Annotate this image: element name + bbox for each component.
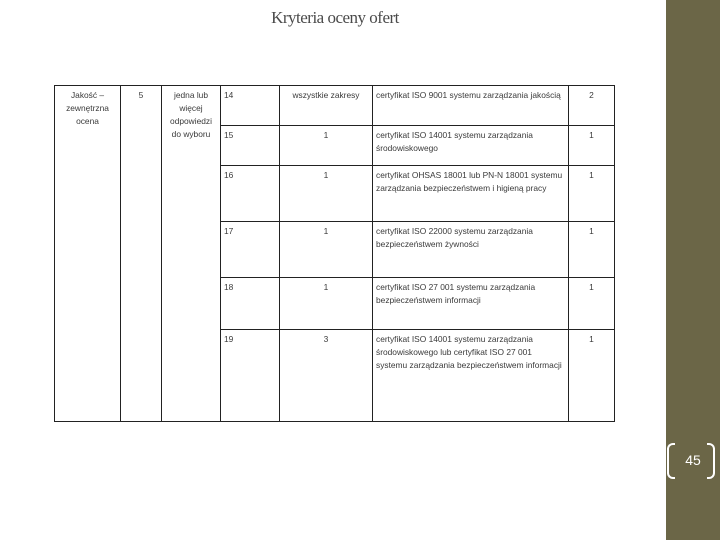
slide-title: Kryteria oceny ofert	[271, 8, 399, 27]
row-description: certyfikat ISO 22000 systemu zarządzania bezpieczeństwem żywności	[373, 222, 569, 278]
row-score: 1	[569, 278, 615, 330]
row-description: certyfikat OHSAS 18001 lub PN-N 18001 systemu zarządzania bezpieczeństwem i higieną pracy	[373, 166, 569, 222]
mode-cell: jedna lub więcej odpowiedzi do wyboru	[162, 86, 221, 422]
row-number: 14	[221, 86, 280, 126]
row-description: certyfikat ISO 14001 systemu zarządzania środowiskowego lub certyfikat ISO 27 001 systemu zarządzania bezpieczeństwem informacji	[373, 330, 569, 422]
row-points: 3	[280, 330, 373, 422]
row-score: 1	[569, 330, 615, 422]
row-points: wszystkie zakresy	[280, 86, 373, 126]
row-number: 19	[221, 330, 280, 422]
row-score: 1	[569, 222, 615, 278]
row-number: 18	[221, 278, 280, 330]
row-description: certyfikat ISO 14001 systemu zarządzania środowiskowego	[373, 126, 569, 166]
row-score: 2	[569, 86, 615, 126]
row-description: certyfikat ISO 9001 systemu zarządzania jakością	[373, 86, 569, 126]
table-row	[55, 86, 615, 126]
row-number: 17	[221, 222, 280, 278]
row-number: 15	[221, 126, 280, 166]
criterion-cell: Jakość – zewnętrzna ocena	[55, 86, 121, 422]
criteria-table	[54, 85, 615, 422]
row-points: 1	[280, 222, 373, 278]
row-score: 1	[569, 126, 615, 166]
row-number: 16	[221, 166, 280, 222]
row-points: 1	[280, 278, 373, 330]
row-score: 1	[569, 166, 615, 222]
page-number: 45	[685, 452, 701, 468]
row-description: certyfikat ISO 27 001 systemu zarządzania bezpieczeństwem informacji	[373, 278, 569, 330]
row-points: 1	[280, 166, 373, 222]
row-points: 1	[280, 126, 373, 166]
weight-cell: 5	[121, 86, 162, 422]
